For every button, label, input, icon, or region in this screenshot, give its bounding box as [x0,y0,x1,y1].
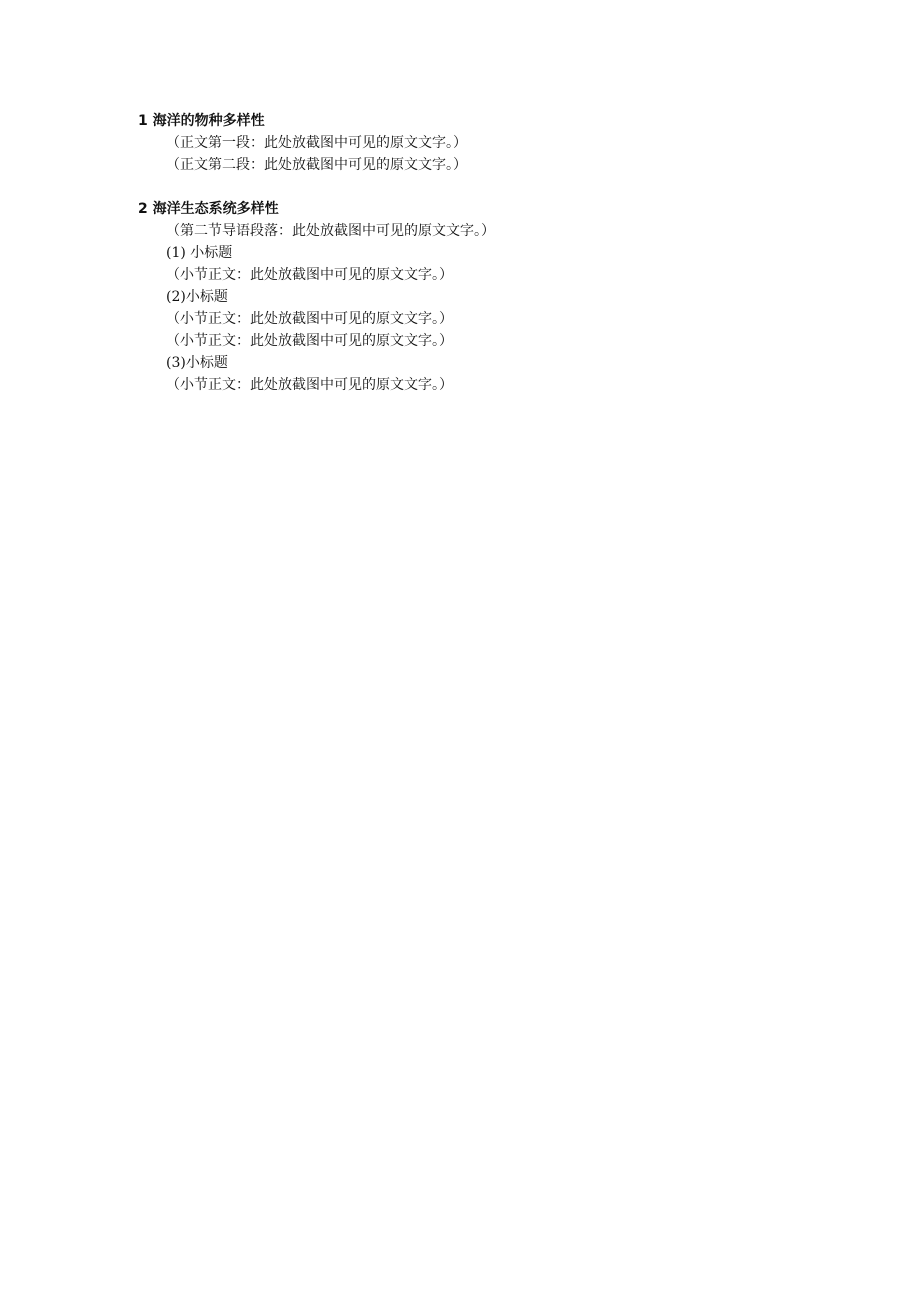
subsection-2-title: (2)小标题 [166,289,228,305]
paragraph-6: （小节正文：此处放截图中可见的原文文字。） [166,333,453,349]
subsection-1-title: (1) 小标题 [166,245,233,261]
section-gap [138,176,783,198]
paragraph-2: （正文第二段：此处放截图中可见的原文文字。） [166,157,467,173]
paragraph-4: （小节正文：此处放截图中可见的原文文字。） [166,267,453,283]
subsection-3-title: (3)小标题 [166,355,228,371]
top-margin [138,0,783,110]
paragraph-3: （第二节导语段落：此处放截图中可见的原文文字。） [166,223,495,239]
document-page [138,0,783,396]
paragraph-7: （小节正文：此处放截图中可见的原文文字。） [166,377,453,393]
section-2-title: 2 海洋生态系统多样性 [138,201,279,217]
paragraph-5: （小节正文：此处放截图中可见的原文文字。） [166,311,453,327]
paragraph-1: （正文第一段：此处放截图中可见的原文文字。） [166,135,467,151]
section-1-title: 1 海洋的物种多样性 [138,113,265,129]
